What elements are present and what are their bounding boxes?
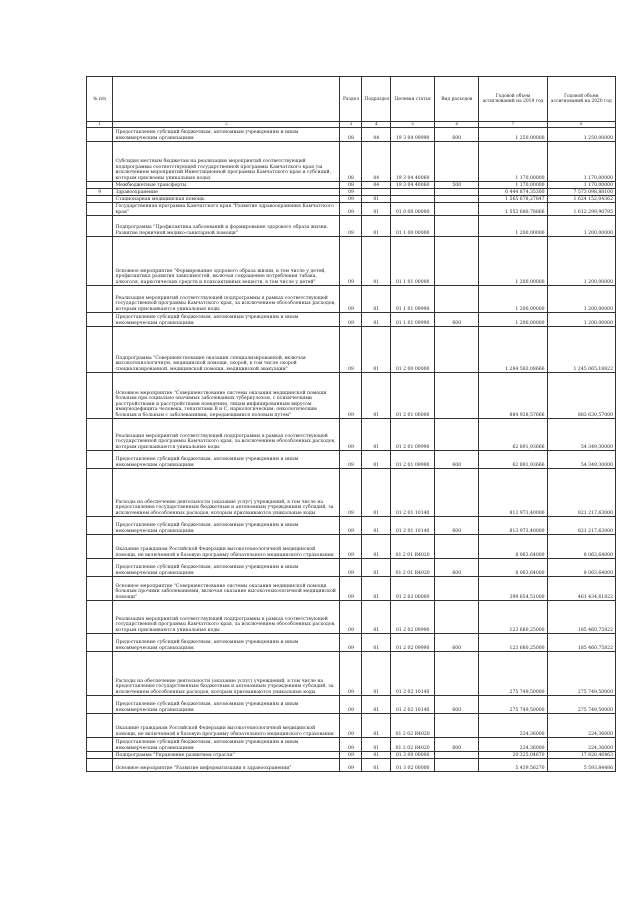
row-name: Реализация мероприятий соответствующей подпрограммы в рамках соответствующей государственной программы Камчатского края, за исключением обособленных расходов, которым присваиваются уникальные коды <box>113 286 340 313</box>
row-section: 09 <box>340 752 362 759</box>
column-number: 1 <box>87 122 113 128</box>
row-amount-2020: 224,36000 <box>547 714 615 738</box>
row-target-article: 01 2 02 09990 <box>391 601 435 634</box>
row-subsection: 01 <box>362 327 391 373</box>
row-section: 09 <box>340 286 362 313</box>
row-target-article: 01 0 00 00000 <box>391 203 435 216</box>
row-expense-type: 600 <box>435 313 479 327</box>
column-number: 6 <box>435 122 479 128</box>
row-name: Государственная программа Камчатского края "Развитие здравоохранения Камчатского края" <box>113 203 340 216</box>
row-target-article: 01 2 02 10140 <box>391 652 435 696</box>
row-expense-type <box>435 189 479 196</box>
row-section: 09 <box>340 759 362 772</box>
table-row <box>87 714 616 738</box>
table-row <box>87 469 616 517</box>
row-expense-type <box>435 577 479 601</box>
table-row <box>87 517 616 535</box>
row-number <box>87 714 113 738</box>
row-amount-2020: 1 200,00000 <box>547 313 615 327</box>
row-expense-type <box>435 196 479 203</box>
header-expense-type: Вид расходов <box>435 77 479 122</box>
row-expense-type: 600 <box>435 451 479 469</box>
row-amount-2020: 1 170,00000 <box>547 182 615 189</box>
row-subsection: 01 <box>362 752 391 759</box>
row-subsection: 01 <box>362 216 391 237</box>
row-section: 09 <box>340 327 362 373</box>
row-target-article: 01 2 01 10140 <box>391 517 435 535</box>
row-amount-2020: 185 460,75822 <box>547 601 615 634</box>
row-subsection: 01 <box>362 419 391 451</box>
row-expense-type <box>435 601 479 634</box>
row-amount-2019: 275 749,50000 <box>479 696 547 714</box>
row-expense-type <box>435 469 479 517</box>
row-name: Оказание гражданам Российской Федерации высокотехнологичной медицинской помощи, не включенной в базовую программу обязательного медицинского страхования <box>113 535 340 559</box>
row-amount-2019: 1 200,00000 <box>479 286 547 313</box>
row-amount-2019: 62 891,93666 <box>479 419 547 451</box>
header-name <box>113 77 340 122</box>
table-row <box>87 189 616 196</box>
row-subsection: 01 <box>362 237 391 286</box>
row-amount-2020: 54 349,30000 <box>547 419 615 451</box>
row-name: Стационарная медицинская помощь <box>113 196 340 203</box>
row-subsection: 01 <box>362 373 391 419</box>
table-row <box>87 128 616 142</box>
row-expense-type <box>435 327 479 373</box>
table-row <box>87 634 616 652</box>
row-subsection: 04 <box>362 128 391 142</box>
row-subsection: 01 <box>362 634 391 652</box>
row-amount-2020: 8 063,64000 <box>547 559 615 577</box>
row-name: Подпрограмма "Профилактика заболеваний и формирование здорового образа жизни. Развитие первичной медико-санитарной помощи" <box>113 216 340 237</box>
row-expense-type: 600 <box>435 634 479 652</box>
row-amount-2019: 884 928,57666 <box>479 373 547 419</box>
row-expense-type: 600 <box>435 559 479 577</box>
row-section: 09 <box>340 634 362 652</box>
row-number <box>87 237 113 286</box>
column-number: 7 <box>479 122 547 128</box>
table-row <box>87 373 616 419</box>
row-number <box>87 313 113 327</box>
row-section: 09 <box>340 313 362 327</box>
row-number <box>87 469 113 517</box>
row-expense-type <box>435 752 479 759</box>
row-subsection: 01 <box>362 286 391 313</box>
row-number <box>87 203 113 216</box>
row-section: 09 <box>340 714 362 738</box>
row-expense-type <box>435 216 479 237</box>
row-amount-2019: 123 680,25000 <box>479 634 547 652</box>
row-number <box>87 738 113 752</box>
row-name: Предоставление субсидий бюджетным, автономным учреждениям и иным некоммерческим организациям <box>113 517 340 535</box>
row-amount-2019: 399 654,51000 <box>479 577 547 601</box>
row-subsection: 01 <box>362 203 391 216</box>
row-target-article: 01 3 02 00000 <box>391 759 435 772</box>
table-row <box>87 203 616 216</box>
row-amount-2020: 275 749,50000 <box>547 696 615 714</box>
row-target-article: 01 2 01 00000 <box>391 373 435 419</box>
row-subsection: 04 <box>362 142 391 182</box>
row-amount-2019: 1 170,00000 <box>479 182 547 189</box>
row-number <box>87 577 113 601</box>
row-expense-type <box>435 759 479 772</box>
row-amount-2019: 1 553 680,78866 <box>479 203 547 216</box>
row-expense-type: 600 <box>435 738 479 752</box>
row-expense-type <box>435 714 479 738</box>
row-amount-2019: 8 063,64000 <box>479 535 547 559</box>
header-section: Раздел <box>340 77 362 122</box>
row-name: Расходы на обеспечение деятельности (оказание услуг) учреждений, в том числе на предоставление государственным бюджетным и автономным учреждениям субсидий, за исключением обособленных расходов, которым присваиваются уникальные коды <box>113 469 340 517</box>
row-amount-2019: 1 284 583,08666 <box>479 327 547 373</box>
row-subsection: 04 <box>362 182 391 189</box>
row-section: 08 <box>340 142 362 182</box>
row-target-article: 01 2 01 R4020 <box>391 535 435 559</box>
row-number: 9 <box>87 189 113 196</box>
row-section: 09 <box>340 535 362 559</box>
table-body <box>87 128 616 772</box>
row-target-article: 01 2 01 09990 <box>391 451 435 469</box>
row-section: 09 <box>340 517 362 535</box>
row-amount-2019: 813 973,40000 <box>479 469 547 517</box>
row-target-article <box>391 196 435 203</box>
row-amount-2020: 1 200,00000 <box>547 286 615 313</box>
row-number <box>87 759 113 772</box>
row-amount-2019: 1 200,00000 <box>479 237 547 286</box>
row-section: 09 <box>340 196 362 203</box>
row-amount-2020: 5 593,84486 <box>547 759 615 772</box>
row-name: Предоставление субсидий бюджетным, автономным учреждениям и иным некоммерческим организациям <box>113 634 340 652</box>
row-subsection: 01 <box>362 535 391 559</box>
row-amount-2020: 1 250,00000 <box>547 128 615 142</box>
row-target-article: 01 2 01 10140 <box>391 469 435 517</box>
row-amount-2019: 8 063,64000 <box>479 559 547 577</box>
row-name: Предоставление субсидий бюджетным, автономным учреждениям и иным некоммерческим организациям <box>113 128 340 142</box>
row-section: 09 <box>340 559 362 577</box>
table-row <box>87 216 616 237</box>
row-name: Здравоохранение <box>113 189 340 196</box>
header-subsection: Подраздел <box>362 77 391 122</box>
table-row <box>87 451 616 469</box>
row-name: Расходы на обеспечение деятельности (оказание услуг) учреждений, в том числе на предоставление государственным бюджетным и автономным учреждениям субсидий, за исключением обособленных расходов, которым присваиваются уникальные коды <box>113 652 340 696</box>
row-name: Подпрограмма "Совершенствование оказания специализированной, включая высокотехнологичную, медицинской помощи, скорой, в том числе скорой специализированной, медицинской помощи, медицинской эвакуации" <box>113 327 340 373</box>
row-section: 08 <box>340 128 362 142</box>
row-subsection <box>362 189 391 196</box>
row-expense-type <box>435 142 479 182</box>
table-row <box>87 759 616 772</box>
row-target-article: 19 3 04 40060 <box>391 182 435 189</box>
row-section: 09 <box>340 738 362 752</box>
header-2019: Годовой объем ассигнований на 2019 год <box>479 77 547 122</box>
row-number <box>87 601 113 634</box>
row-section: 08 <box>340 182 362 189</box>
table-row <box>87 142 616 182</box>
row-amount-2019: 224,36000 <box>479 714 547 738</box>
row-expense-type: 500 <box>435 182 479 189</box>
row-section: 09 <box>340 577 362 601</box>
column-number: 2 <box>113 122 340 128</box>
row-number <box>87 634 113 652</box>
row-amount-2020: 883 630,57000 <box>547 373 615 419</box>
table-row <box>87 696 616 714</box>
row-target-article: 01 1 01 09990 <box>391 286 435 313</box>
row-subsection: 01 <box>362 652 391 696</box>
row-subsection: 01 <box>362 696 391 714</box>
row-name: Реализация мероприятий соответствующей подпрограммы в рамках соответствующей государственной программы Камчатского края, за исключением обособленных расходов, которым присваиваются уникальные коды <box>113 419 340 451</box>
row-amount-2019: 1 170,00000 <box>479 142 547 182</box>
row-subsection: 01 <box>362 451 391 469</box>
table-row <box>87 237 616 286</box>
row-section: 09 <box>340 203 362 216</box>
row-section: 09 <box>340 601 362 634</box>
row-number <box>87 128 113 142</box>
row-number <box>87 696 113 714</box>
row-expense-type <box>435 652 479 696</box>
row-name: Основное мероприятие "Совершенствование системы оказания медицинской помощи больным при социально-значимых заболеваниях туберкулезом, с психическими расстройствами и расстройствами поведения, лицам инфицированным вирусом иммунодефицита человека, гепатитами В и С, наркологическим, онкологическим больным и больным с заболеваниями, передающимися половым путем" <box>113 373 340 419</box>
row-target-article: 19 3 04 40060 <box>391 142 435 182</box>
row-section: 09 <box>340 696 362 714</box>
row-expense-type <box>435 419 479 451</box>
table-row <box>87 738 616 752</box>
table-row <box>87 601 616 634</box>
row-amount-2019: 1 200,00000 <box>479 313 547 327</box>
table-row <box>87 182 616 189</box>
column-number: 3 <box>340 122 362 128</box>
row-target-article <box>391 189 435 196</box>
row-amount-2020: 821 217,63000 <box>547 517 615 535</box>
row-target-article: 19 3 04 09990 <box>391 128 435 142</box>
row-expense-type: 600 <box>435 696 479 714</box>
table-row <box>87 752 616 759</box>
row-number <box>87 327 113 373</box>
row-subsection: 01 <box>362 577 391 601</box>
row-amount-2019: 813 973,40000 <box>479 517 547 535</box>
row-amount-2019: 1 565 678,27847 <box>479 196 547 203</box>
row-amount-2020: 1 612 299,90785 <box>547 203 615 216</box>
row-amount-2020: 1 170,00000 <box>547 142 615 182</box>
row-amount-2020: 1 245 065,18822 <box>547 327 615 373</box>
row-section: 09 <box>340 419 362 451</box>
row-amount-2020: 275 749,50000 <box>547 652 615 696</box>
row-target-article: 01 1 01 09990 <box>391 313 435 327</box>
row-section: 09 <box>340 373 362 419</box>
row-expense-type <box>435 237 479 286</box>
row-number <box>87 196 113 203</box>
row-number <box>87 216 113 237</box>
row-number <box>87 373 113 419</box>
table-row <box>87 196 616 203</box>
row-amount-2020: 54 349,30000 <box>547 451 615 469</box>
row-section: 09 <box>340 451 362 469</box>
row-subsection: 01 <box>362 559 391 577</box>
row-section: 09 <box>340 652 362 696</box>
table-row <box>87 652 616 696</box>
row-name: Основное мероприятие "Совершенствование системы оказания медицинской помощи больным прочими заболеваниями, включая оказание высокотехнологичной медицинской помощи" <box>113 577 340 601</box>
row-name: Субсидия местным бюджетам на реализацию мероприятий соответствующей подпрограммы соответствующей государственной программы Камчатского края (за исключением мероприятий Инвестиционной программы Камчатского края и субсидий, которым присвоены уникальные коды) <box>113 142 340 182</box>
row-section: 09 <box>340 469 362 517</box>
table-row <box>87 327 616 373</box>
row-amount-2019: 5 439,56270 <box>479 759 547 772</box>
row-expense-type: 600 <box>435 517 479 535</box>
row-name: Оказание гражданам Российской Федерации высокотехнологичной медицинской помощи, не включенной в базовую программу обязательного медицинского страхования <box>113 714 340 738</box>
row-subsection: 01 <box>362 714 391 738</box>
row-subsection: 01 <box>362 517 391 535</box>
row-target-article: 01 1 01 00000 <box>391 237 435 286</box>
row-number <box>87 652 113 696</box>
row-amount-2020: 1 200,00000 <box>547 237 615 286</box>
row-number <box>87 517 113 535</box>
row-subsection: 01 <box>362 738 391 752</box>
column-number: 4 <box>362 122 391 128</box>
row-amount-2019: 224,36000 <box>479 738 547 752</box>
row-name: Реализация мероприятий соответствующей подпрограммы в рамках соответствующей государственной программы Камчатского края, за исключением обособленных расходов, которым присваиваются уникальные коды <box>113 601 340 634</box>
row-amount-2019: 123 680,25000 <box>479 601 547 634</box>
row-amount-2019: 62 891,93666 <box>479 451 547 469</box>
row-number <box>87 535 113 559</box>
row-name: Основное мероприятие "Развитие информатизации в здравоохранении" <box>113 759 340 772</box>
table-row <box>87 286 616 313</box>
row-name: Межбюджетные трансферты <box>113 182 340 189</box>
row-target-article: 01 2 01 09990 <box>391 419 435 451</box>
row-amount-2019: 1 250,00000 <box>479 128 547 142</box>
row-number <box>87 286 113 313</box>
row-number <box>87 419 113 451</box>
row-subsection: 01 <box>362 601 391 634</box>
table-row <box>87 577 616 601</box>
header-target-article: Целевая статья <box>391 77 435 122</box>
row-target-article: 01 2 01 R4020 <box>391 559 435 577</box>
row-section: 09 <box>340 237 362 286</box>
row-name: Предоставление субсидий бюджетным, автономным учреждениям и иным некоммерческим организациям <box>113 313 340 327</box>
row-subsection: 01 <box>362 759 391 772</box>
row-amount-2019: 1 200,00000 <box>479 216 547 237</box>
row-amount-2020: 224,36000 <box>547 738 615 752</box>
row-subsection: 01 <box>362 313 391 327</box>
row-expense-type <box>435 203 479 216</box>
budget-table <box>86 76 616 772</box>
row-number <box>87 451 113 469</box>
row-amount-2020: 8 063,64000 <box>547 535 615 559</box>
row-subsection: 01 <box>362 196 391 203</box>
row-target-article: 01 1 00 00000 <box>391 216 435 237</box>
row-section: 09 <box>340 189 362 196</box>
row-name: Предоставление субсидий бюджетным, автономным учреждениям и иным некоммерческим организациям <box>113 451 340 469</box>
header-num: № п/п <box>87 77 113 122</box>
row-number <box>87 142 113 182</box>
row-target-article: 01 2 02 R4020 <box>391 738 435 752</box>
row-name: Предоставление субсидий бюджетным, автономным учреждениям и иным некоммерческим организациям <box>113 559 340 577</box>
row-amount-2020: 185 460,75822 <box>547 634 615 652</box>
row-target-article: 01 2 00 00000 <box>391 327 435 373</box>
row-name: Основное мероприятие "Формирование здорового образа жизни, в том числе у детей, профилактика развития зависимостей, включая сокращение потребления табака, алкоголя, наркотических средств и психоактивных веществ, в том числе у детей" <box>113 237 340 286</box>
row-name: Предоставление субсидий бюджетным, автономным учреждениям и иным некоммерческим организациям <box>113 738 340 752</box>
row-amount-2019: 20 325,04670 <box>479 752 547 759</box>
row-target-article: 01 3 00 00000 <box>391 752 435 759</box>
row-target-article: 01 2 02 09990 <box>391 634 435 652</box>
row-amount-2020: 17 820,46463 <box>547 752 615 759</box>
table-row <box>87 313 616 327</box>
row-target-article: 01 2 02 00000 <box>391 577 435 601</box>
table-row <box>87 559 616 577</box>
row-section: 09 <box>340 216 362 237</box>
row-amount-2020: 7 573 098,88100 <box>547 189 615 196</box>
row-expense-type <box>435 286 479 313</box>
header-2020: Годовой объем ассигнований на 2020 год <box>547 77 615 122</box>
row-number <box>87 559 113 577</box>
column-number: 8 <box>547 122 615 128</box>
table-header-row <box>87 77 616 122</box>
row-expense-type <box>435 373 479 419</box>
column-number: 5 <box>391 122 435 128</box>
row-subsection: 01 <box>362 469 391 517</box>
table-row <box>87 419 616 451</box>
row-target-article: 01 2 02 R4020 <box>391 714 435 738</box>
row-amount-2020: 1 200,00000 <box>547 216 615 237</box>
table-row <box>87 535 616 559</box>
row-amount-2020: 461 434,61822 <box>547 577 615 601</box>
row-number <box>87 752 113 759</box>
row-number <box>87 182 113 189</box>
row-amount-2020: 821 217,63000 <box>547 469 615 517</box>
row-amount-2020: 1 624 152,04362 <box>547 196 615 203</box>
row-expense-type: 600 <box>435 128 479 142</box>
row-expense-type <box>435 535 479 559</box>
row-name: Подпрограмма "Управление развитием отрасли" <box>113 752 340 759</box>
row-target-article: 01 2 02 10140 <box>391 696 435 714</box>
row-amount-2019: 6 444 874,35300 <box>479 189 547 196</box>
row-amount-2019: 275 749,50000 <box>479 652 547 696</box>
row-name: Предоставление субсидий бюджетным, автономным учреждениям и иным некоммерческим организациям <box>113 696 340 714</box>
